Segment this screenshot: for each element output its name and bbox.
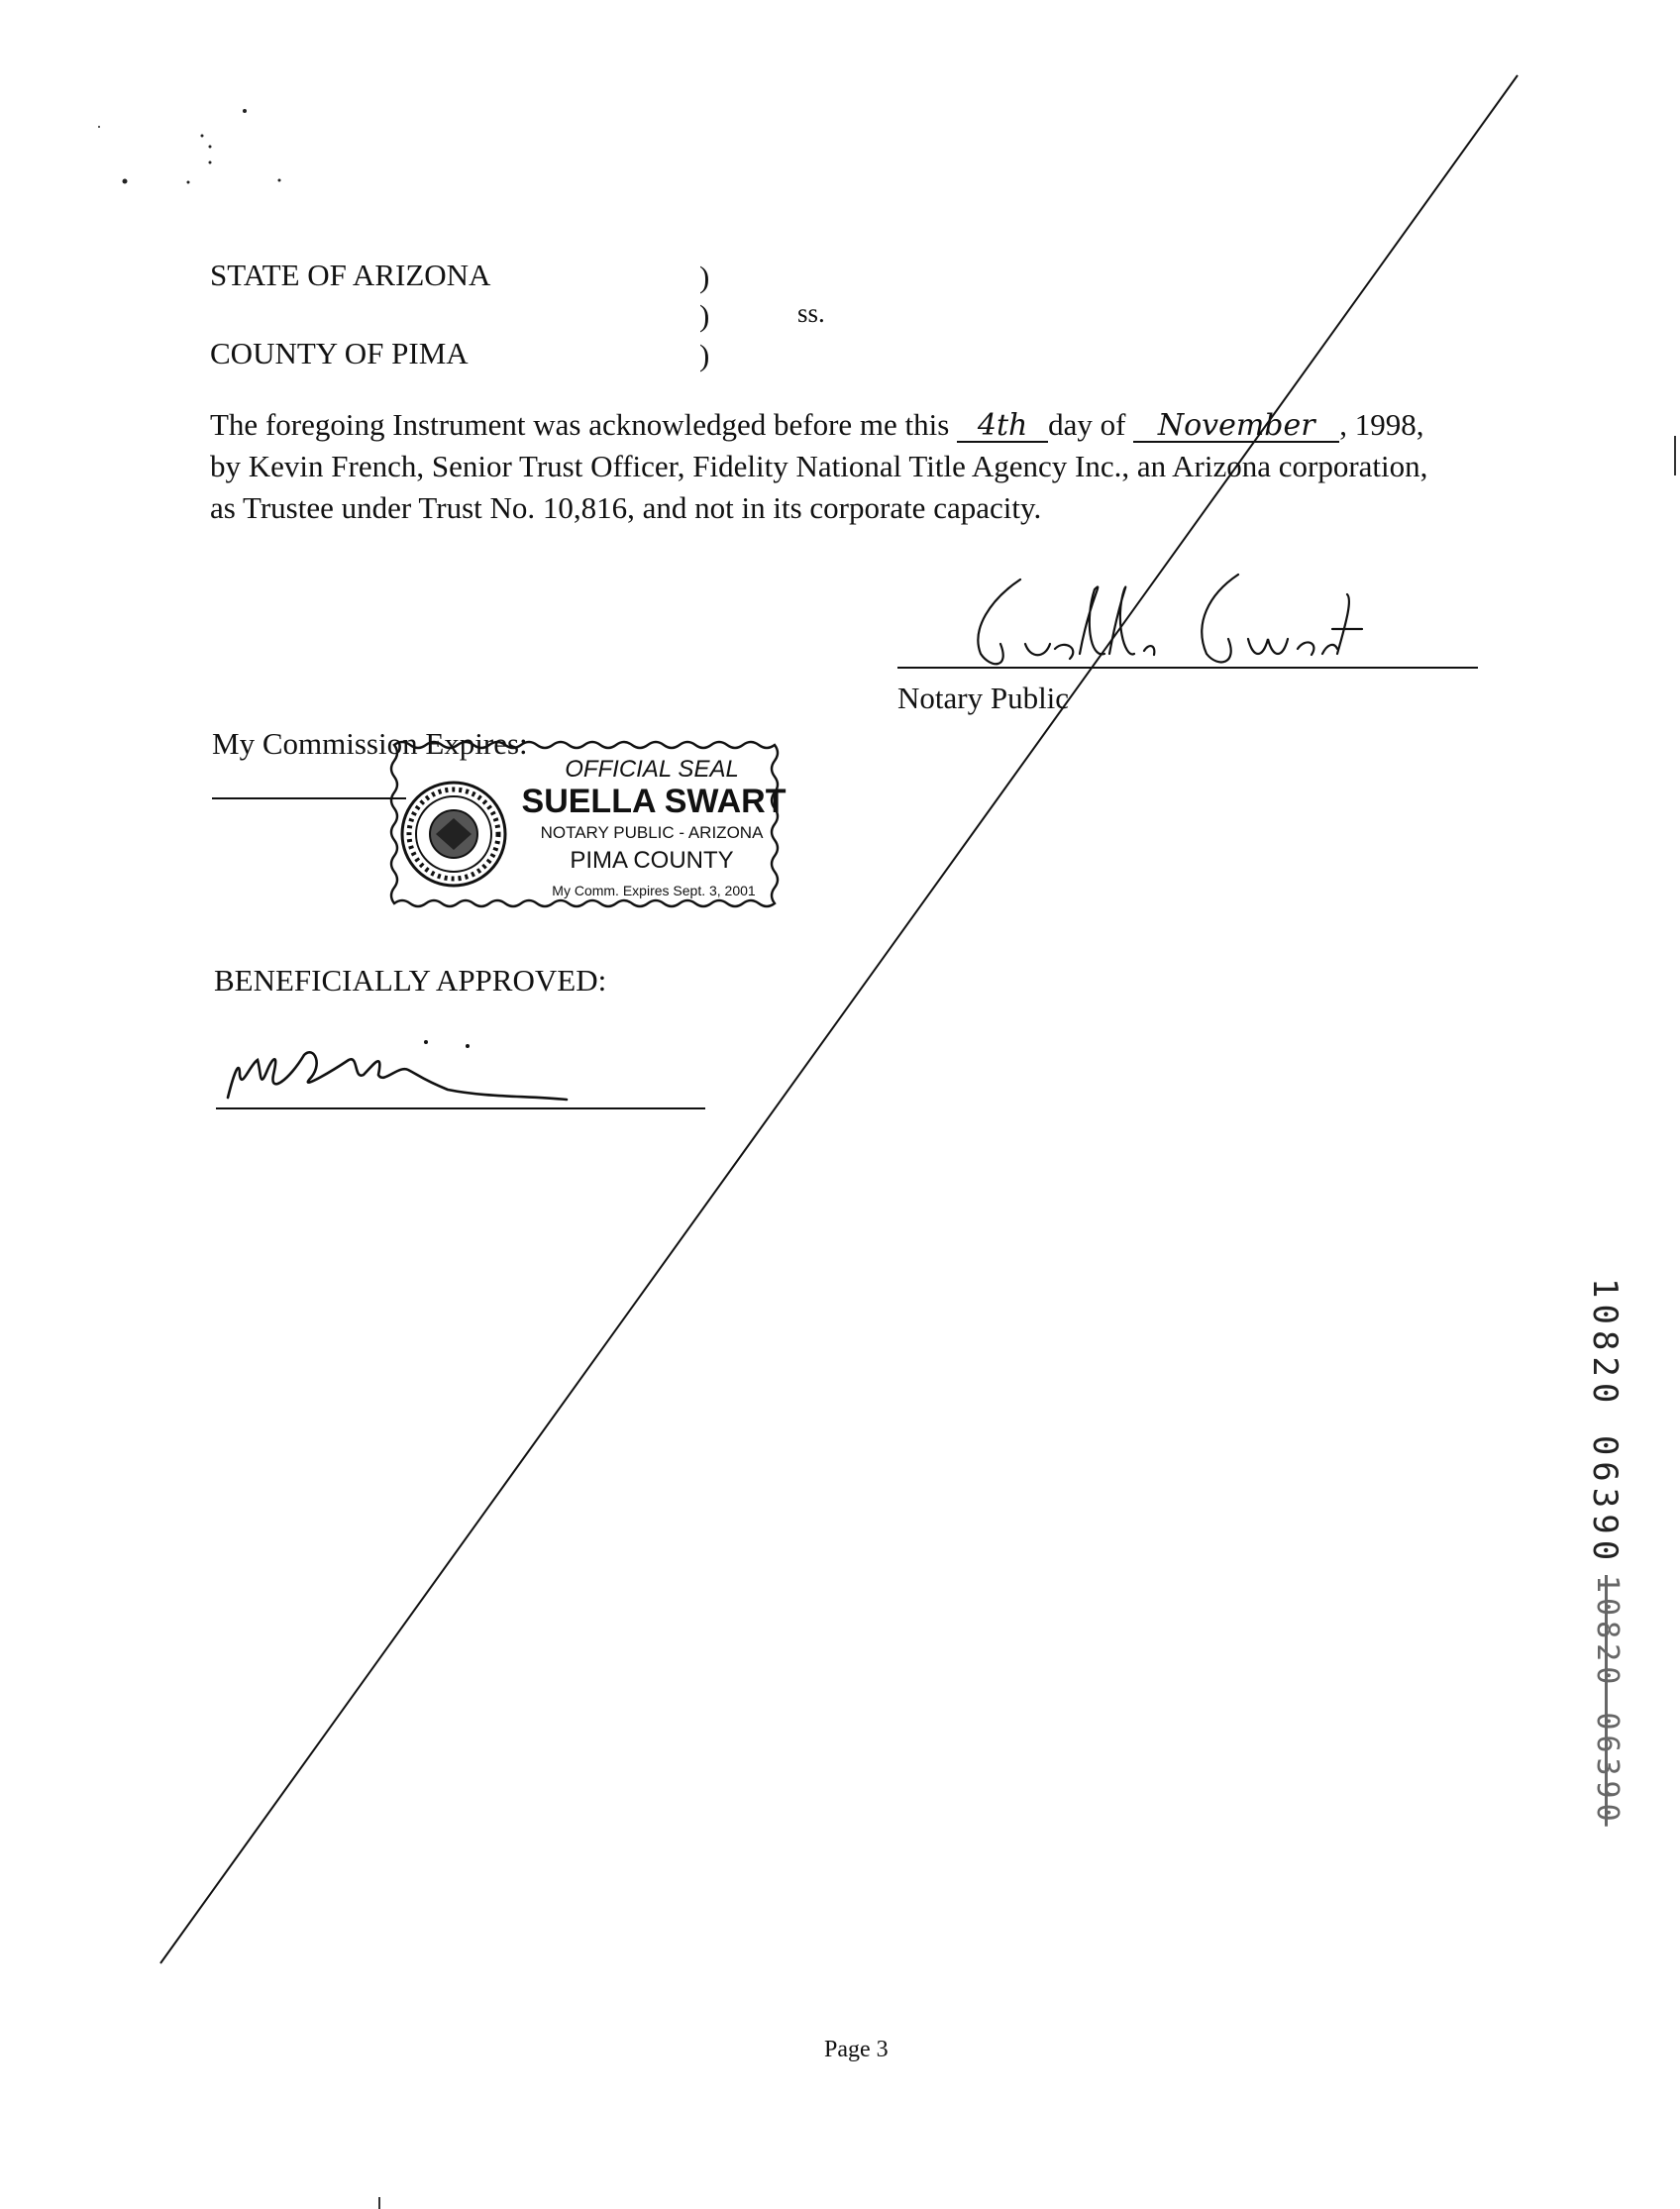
seal-line-1: NOTARY PUBLIC - ARIZONA	[540, 823, 764, 842]
margin-stamp-bottom: 10820 06390	[1590, 1575, 1625, 1827]
handwritten-day: 4th	[957, 411, 1048, 443]
ack-text-pre: The foregoing Instrument was acknowledged before me this	[210, 407, 950, 442]
paren-2: )	[699, 298, 710, 333]
handwritten-month: November	[1133, 411, 1339, 443]
ack-text-mid: day of	[1048, 407, 1126, 442]
seal-expires: My Comm. Expires Sept. 3, 2001	[552, 883, 756, 898]
acknowledgment-line-3: as Trustee under Trust No. 10,816, and not in its corporate capacity.	[210, 490, 1042, 525]
approval-label: BENEFICIALLY APPROVED:	[214, 963, 607, 998]
county-label: COUNTY OF PIMA	[210, 336, 469, 370]
ack-text-post: , 1998,	[1339, 407, 1424, 442]
paren-1: )	[699, 260, 710, 294]
seal-line-2: PIMA COUNTY	[570, 847, 734, 874]
seal-name: SUELLA SWART	[521, 783, 787, 820]
state-label: STATE OF ARIZONA	[210, 258, 491, 292]
commission-label: My Commission Expires:	[212, 726, 528, 761]
acknowledgment-line-2: by Kevin French, Senior Trust Officer, Fidelity National Title Agency Inc., an Arizona corporation,	[210, 449, 1428, 483]
seal-title: OFFICIAL SEAL	[565, 756, 739, 783]
page-number: Page 3	[824, 2037, 889, 2062]
paren-3: )	[699, 338, 710, 372]
ss-label: ss.	[797, 298, 825, 328]
margin-stamp-top: 10820 06390	[1585, 1278, 1625, 1567]
notary-public-label: Notary Public	[897, 681, 1070, 715]
